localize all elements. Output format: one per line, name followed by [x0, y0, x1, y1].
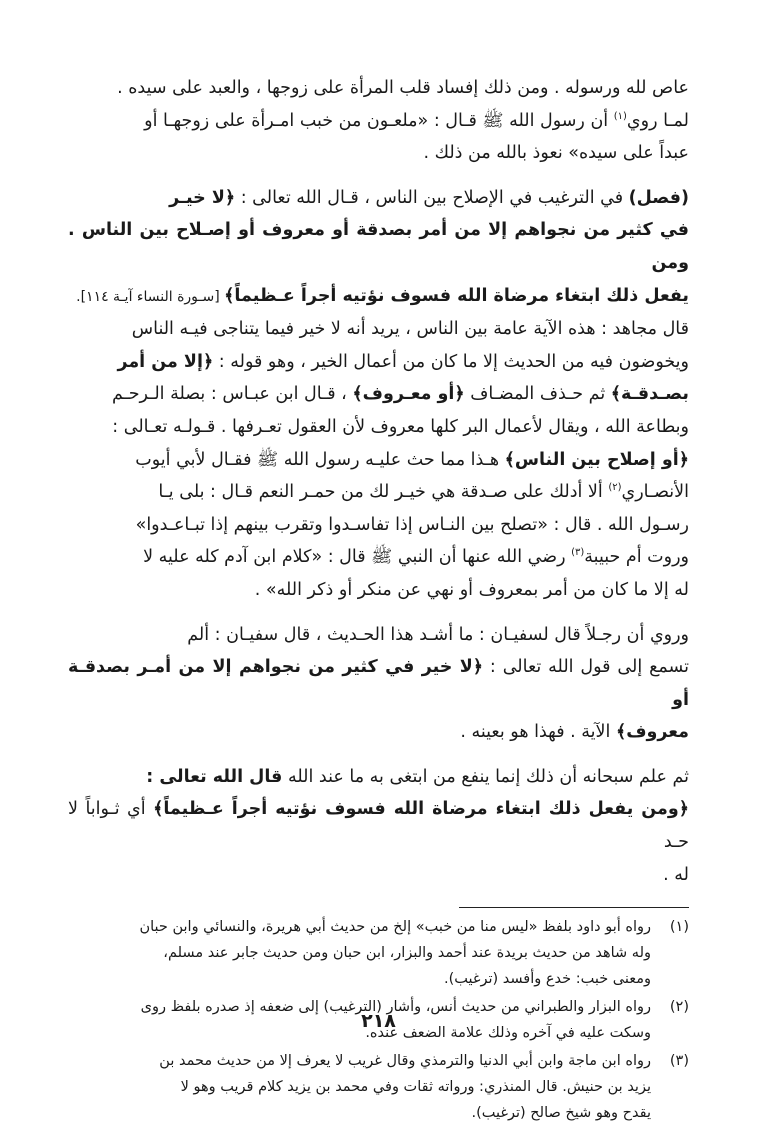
text-line: وبطاعة الله ، ويقال لأعمال البر كلها معروف لأن العقول تعـرفها . قـولـه تعـالى :: [112, 416, 689, 437]
text-line: عبداً على سيده» نعوذ بالله من ذلك .: [423, 143, 689, 164]
text-line: له .: [663, 864, 689, 885]
footnote-separator: [459, 907, 689, 908]
text-line-bold: قال الله تعالى :: [146, 766, 283, 787]
text-line: ، قـال ابن عبـاس : بصلة الـرحـم: [111, 384, 353, 405]
text-line: الأنصـاري: [621, 482, 689, 503]
footnote-line: رواه البزار والطبراني من حديث أنس، وأشار (الترغيب) إلى ضعفه إذ صدره بلفظ روى: [140, 999, 651, 1016]
text-line: لمـا روي: [626, 110, 689, 131]
section-heading-fasl: (فصل): [628, 187, 689, 208]
quran-verse: ﴿لا خير في كثير من نجواهم إلا من أمـر بصدقـة أو: [68, 657, 689, 710]
text-line: في الترغيب في الإصلاح بين الناس ، قـال الله تعالى :: [235, 187, 629, 208]
text-line: ويخوضون فيه من الحديث إلا ما كان من أعمال الخير ، وهو قوله :: [213, 351, 689, 372]
text-line: ثم حـذف المضـاف: [464, 384, 611, 405]
text-line: عاص لله ورسوله . ومن ذلك إفساد قلب المرأة على زوجها ، والعبد على سيده .: [117, 78, 689, 98]
footnote-ref-2: (٢): [608, 482, 622, 494]
page-number: ٢١٨: [361, 1010, 396, 1032]
footnote-number: (١): [669, 919, 689, 936]
footnote-line: يقدح وهو شيخ صالح (ترغيب).: [471, 1105, 651, 1122]
verse-reference: [سـورة النساء آيـة ١١٤].: [76, 288, 225, 305]
footnote-text: [68, 1048, 651, 1126]
quran-verse: بصـدقـة﴾: [610, 384, 689, 405]
paragraph-2: [68, 182, 689, 607]
footnote-line: وسكت عليه في آخره وذلك علامة الضعف عنده.: [365, 1025, 651, 1042]
text-line: رضي الله عنها أن النبي ﷺ قال : «كلام ابن آدم كله عليه لا: [143, 547, 572, 568]
text-line: تسمع إلى قول الله تعالى :: [483, 657, 689, 678]
footnote-line: رواه ابن ماجة وابن أبي الدنيا والترمذي وقال غريب لا يعرف إلا من حديث محمد بن: [159, 1053, 651, 1070]
text-line: ألا أدلك على صـدقة هي خيـر لك من حمـر النعم قـال : بلى يـا: [158, 482, 609, 503]
quran-verse: ﴿لا خيـر: [169, 187, 236, 208]
quran-verse: في كثير من نجواهم إلا من أمر بصدقة أو معروف أو إصـلاح بين الناس . ومن: [68, 220, 689, 273]
footnote-line: ومعنى خبب: خدع وأفسد (ترغيب).: [443, 971, 651, 988]
footnote-1: [68, 914, 689, 992]
text-line: وروي أن رجـلاً قال لسفيـان : ما أشـد هذا الحـديث ، قال سفيـان : ألم: [187, 624, 689, 645]
paragraph-3: [68, 619, 689, 749]
footnote-line: وله شاهد من حديث بريدة عند أحمد والبزار، ابن حبان ومن حديث جابر عند مسلم،: [163, 945, 651, 962]
text-line: أي ثـواباً لا حـد: [68, 799, 689, 853]
text-line: قال مجاهد : هذه الآية عامة بين الناس ، يريد أنه لا خير فيما يتناجى فيـه الناس: [131, 319, 689, 340]
text-line: رسـول الله . قال : «تصلح بين النـاس إذا تفاسـدوا وتقرب بينهم إذا تبـاعـدوا»: [135, 514, 689, 535]
quran-verse: ﴿أو معـروف﴾: [352, 384, 465, 405]
footnote-ref-1: (١): [613, 110, 627, 122]
footnote-ref-3: (٣): [571, 547, 585, 559]
text-line: ثم علم سبحانه أن ذلك إنما ينفع من ابتغى به ما عند الله: [282, 766, 689, 787]
paragraph-4: [68, 761, 689, 891]
footnote-number: (٢): [669, 999, 689, 1016]
quran-verse: ﴿إلا من أمر: [117, 351, 214, 372]
footnote-line: رواه أبو داود بلفظ «ليس منا من خبب» إلخ من حديث أبي هريرة، والنسائي وابن حبان: [139, 919, 651, 936]
text-line: وروت أم حبيبة: [584, 547, 689, 568]
main-text: [68, 72, 689, 891]
quran-verse: يفعل ذلك ابتغاء مرضاة الله فسوف نؤتيه أجراً عـظيماً﴾: [224, 285, 689, 306]
footnote-number: (٣): [669, 1053, 689, 1070]
quran-verse: ﴿ومن يفعل ذلك ابتغاء مرضاة الله فسوف نؤتيه أجراً عـظيماً﴾: [153, 799, 689, 820]
text-line: هـذا مما حث عليـه رسول الله ﷺ فقـال لأبي أيوب: [135, 449, 505, 470]
quran-verse: ﴿أو إصلاح بين الناس﴾: [504, 449, 689, 470]
paragraph-1: [68, 72, 689, 170]
footnote-3: [68, 1048, 689, 1126]
text-line: له إلا ما كان من أمر بمعروف أو نهي عن منكر أو ذكر الله» .: [254, 579, 689, 600]
quran-verse: معروف﴾: [615, 722, 689, 743]
footnote-text: [68, 914, 651, 992]
text-line: الآية . فهذا هو بعينه .: [460, 722, 616, 743]
footnote-line: يزيد بن حنيش. قال المنذري: ورواته ثقات وفي محمد بن يزيد كلام قريب وهو لا: [180, 1079, 651, 1096]
text-line: أن رسول الله ﷺ قـال : «ملعـون من خبب امـرأة على زوجهـا أو: [144, 110, 614, 131]
